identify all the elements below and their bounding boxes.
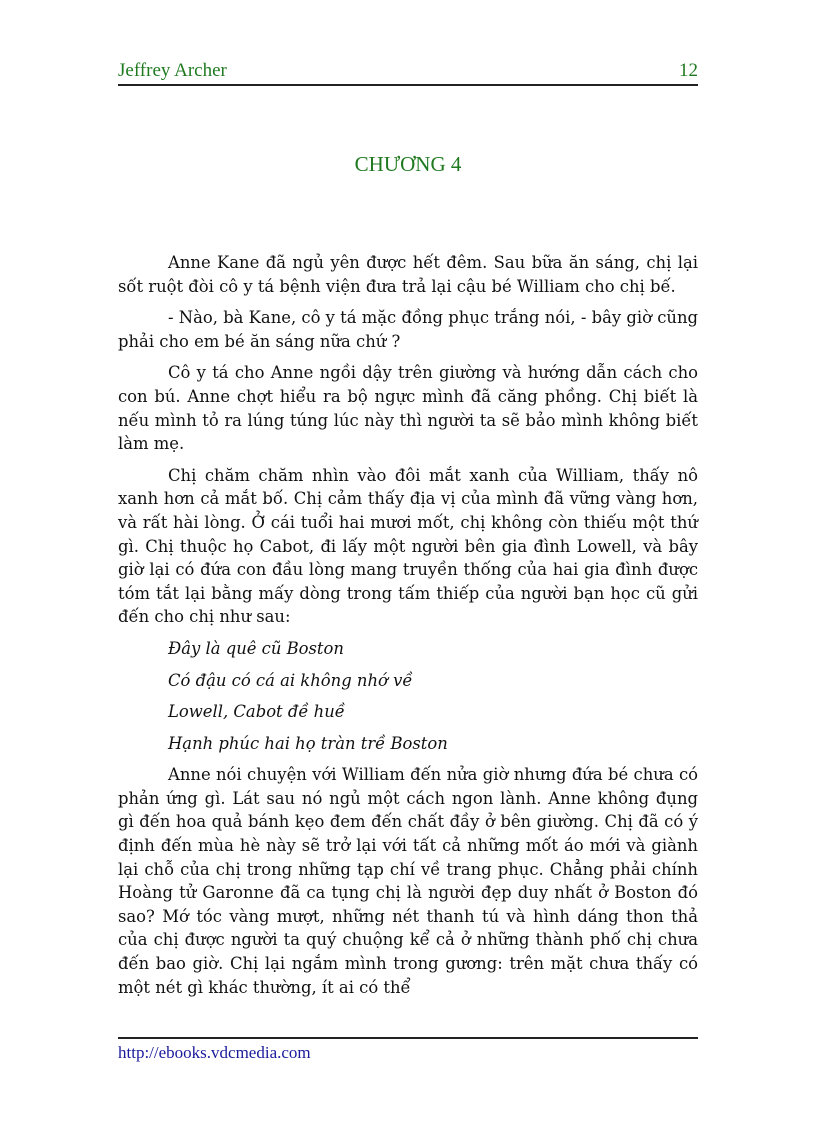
chapter-title: CHƯƠNG 4 xyxy=(354,152,462,176)
footer-link[interactable]: http://ebooks.vdcmedia.com xyxy=(118,1043,311,1062)
body-text xyxy=(118,251,698,1007)
verse-line: Hạnh phúc hai họ tràn trề Boston xyxy=(168,733,448,753)
verse-line: Có đậu có cá ai không nhớ về xyxy=(168,670,413,690)
paragraph: Chị chăm chăm nhìn vào đôi mắt xanh của William, thấy nô xanh hơn cả mắt bố. Chị cảm thấy địa vị của mình đã vững vàng hơn, và rất hài lòng. Ở cái tuổi hai mươi mốt, chị không còn thiếu một thứ gì. Chị thuộc họ Cabot, đi lấy một người bên gia đình Lowell, và bây giờ lại có đứa con đầu lòng mang truyền thống của hai gia đình được tóm tắt lại bằng mấy dòng trong tấm thiếp của người bạn học cũ gửi đến cho chị như sau: xyxy=(118,465,698,627)
page-number: 12 xyxy=(679,60,698,81)
header-rule xyxy=(118,84,698,86)
page-header xyxy=(118,60,698,84)
paragraph: Anne Kane đã ngủ yên được hết đêm. Sau bữa ăn sáng, chị lại sốt ruột đòi cô y tá bệnh viện đưa trả lại cậu bé William cho chị bế. xyxy=(118,253,698,296)
footer-rule xyxy=(118,1037,698,1039)
paragraph: Cô y tá cho Anne ngồi dậy trên giường và hướng dẫn cách cho con bú. Anne chợt hiểu ra bộ ngực mình đã căng phồng. Chị biết là nếu mình tỏ ra lúng túng lúc này thì người ta sẽ bảo mình không biết làm mẹ. xyxy=(118,363,698,454)
paragraph: - Nào, bà Kane, cô y tá mặc đồng phục trắng nói, - bây giờ cũng phải cho em bé ăn sáng nữa chứ ? xyxy=(118,308,698,351)
author-name: Jeffrey Archer xyxy=(118,60,227,81)
paragraph: Anne nói chuyện với William đến nửa giờ nhưng đứa bé chưa có phản ứng gì. Lát sau nó ngủ một cách ngon lành. Anne không đụng gì đến hoa quả bánh kẹo đem đến chất đầy ở bên giường. Chị đã có ý định đến mùa hè này sẽ trở lại với tất cả những mốt áo mới và giành lại chỗ của chị trong những tạp chí về trang phục. Chẳng phải chính Hoàng tử Garonne đã ca tụng chị là người đẹp duy nhất ở Boston đó sao? Mớ tóc vàng mượt, những nét thanh tú và hình dáng thon thả của chị được người ta quý chuộng kể cả ở những thành phố chị chưa đến bao giờ. Chị lại ngắm mình trong gương: trên mặt chưa thấy có một nét gì khác thường, ít ai có thể xyxy=(118,765,698,997)
verse-line: Lowell, Cabot đề huề xyxy=(168,702,345,722)
verse-line: Đây là quê cũ Boston xyxy=(168,638,344,658)
